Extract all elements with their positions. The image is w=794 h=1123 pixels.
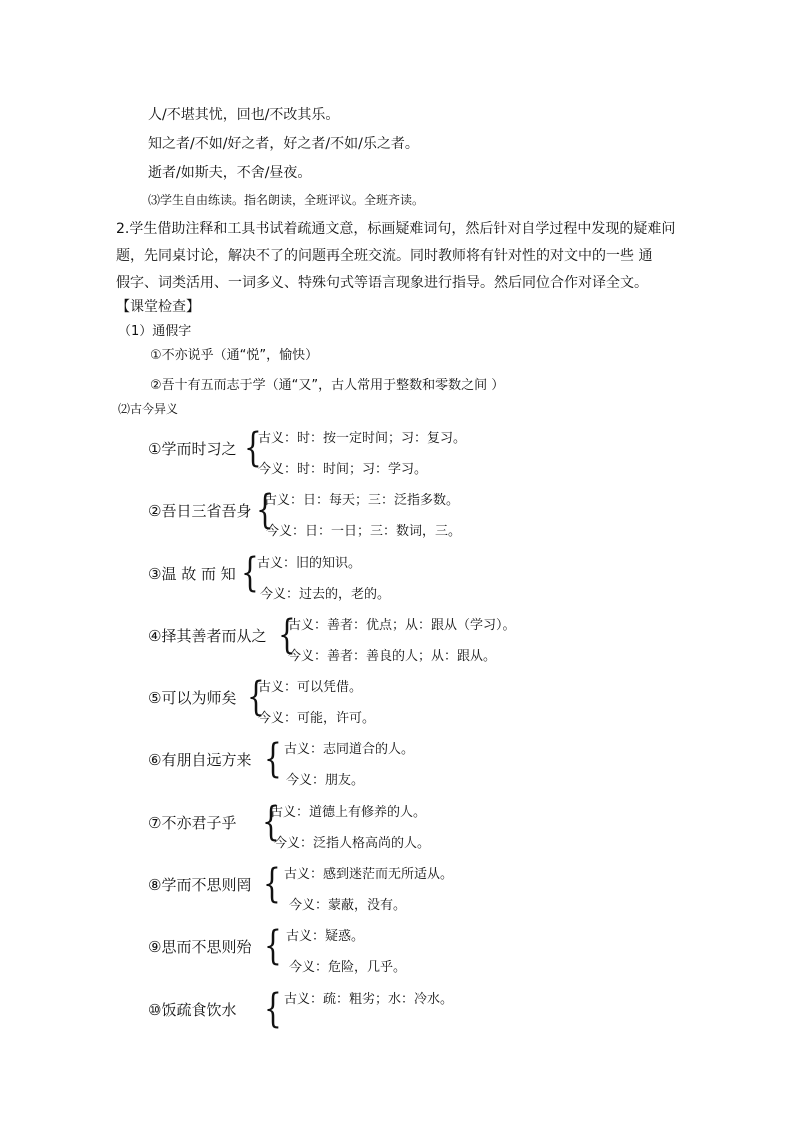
gloss-old: 古义：志同道合的人。 [284, 742, 415, 757]
gloss-old: 古义：旧的知识。 [257, 556, 362, 571]
reading-line: 逝者/如斯夫，不舍/昼夜。 [148, 165, 312, 181]
brace-icon: { [264, 736, 282, 782]
brace-icon: { [264, 986, 282, 1032]
gloss-new: 今义：蒙蔽，没有。 [289, 898, 407, 913]
paragraph-line: 假字、词类活用、一词多义、特殊句式等语言现象进行指导。然后同位合作对译全文。 [116, 275, 648, 291]
subsection-heading: （1）通假字 [118, 324, 192, 339]
gujin-term: ⑨思而不思则殆 [148, 938, 252, 956]
subsection-heading: ⑵古今异义 [118, 402, 179, 416]
gujin-term: ⑩饭疏食饮水 [148, 1001, 237, 1019]
gloss-old: 古义：道德上有修养的人。 [270, 805, 427, 820]
brace-icon: { [244, 425, 262, 471]
gujin-term: ⑦不亦君子乎 [148, 814, 237, 832]
gloss-new: 今义：日：一日；三：数词，三。 [266, 524, 462, 539]
brace-icon: { [278, 612, 296, 658]
gujin-term: ③温 故 而 知 [148, 565, 236, 583]
gloss-new: 今义：时：时间；习：学习。 [258, 462, 428, 477]
gloss-new: 今义：危险，几乎。 [289, 960, 407, 975]
tongjia-item: ②吾十有五而志于学（通“又”，古人常用于整数和零数之间 ） [150, 378, 505, 393]
gloss-old: 古义：疑惑。 [286, 929, 365, 944]
gloss-old: 古义：日：每天；三：泛指多数。 [264, 493, 460, 508]
gloss-old: 古义：时：按一定时间；习：复习。 [258, 431, 467, 446]
gujin-term: ⑤可以为师矣 [148, 689, 237, 707]
gujin-term: ⑧学而不思则罔 [148, 876, 252, 894]
paragraph-line: 题，先同桌讨论，解决不了的问题再全班交流。同时教师将有针对性的对文中的一些 通 [116, 248, 653, 264]
gujin-term: ①学而时习之 [148, 440, 237, 458]
gloss-new: 今义：善者：善良的人；从：跟从。 [288, 649, 497, 664]
brace-icon: { [263, 861, 281, 907]
gloss-new: 今义：朋友。 [286, 773, 365, 788]
tongjia-item: ①不亦说乎（通“悦”，愉快） [150, 348, 319, 363]
gujin-term: ②吾日三省吾身 [148, 502, 252, 520]
gloss-new: 今义：泛指人格高尚的人。 [274, 836, 431, 851]
gloss-old: 古义：善者：优点；从：跟从（学习）。 [288, 618, 516, 633]
gujin-term: ④择其善者而从之 [148, 627, 267, 645]
gloss-old: 古义：感到迷茫而无所适从。 [284, 867, 454, 882]
brace-icon: { [262, 799, 280, 845]
brace-icon: { [241, 550, 259, 596]
gujin-term: ⑥有朋自远方来 [148, 751, 252, 769]
gloss-old: 古义：可以凭借。 [258, 680, 363, 695]
gloss-old: 古义：疏：粗劣；水：冷水。 [284, 992, 454, 1007]
brace-icon: { [264, 923, 282, 969]
paragraph-line: 2.学生借助注释和工具书试着疏通文意，标画疑难词句，然后针对自学过程中发现的疑难问 [116, 221, 676, 237]
section-heading: 【课堂检查】 [116, 299, 200, 315]
gloss-new: 今义：过去的，老的。 [260, 587, 391, 602]
gloss-new: 今义：可能，许可。 [258, 711, 376, 726]
step-3-text: ⑶学生自由练读。指名朗读，全班评议。全班齐读。 [148, 193, 425, 207]
reading-line: 人/不堪其忧，回也/不改其乐。 [148, 107, 340, 123]
reading-line: 知之者/不如/好之者，好之者/不如/乐之者。 [148, 136, 419, 152]
brace-icon: { [247, 674, 265, 720]
brace-icon: { [256, 487, 274, 533]
